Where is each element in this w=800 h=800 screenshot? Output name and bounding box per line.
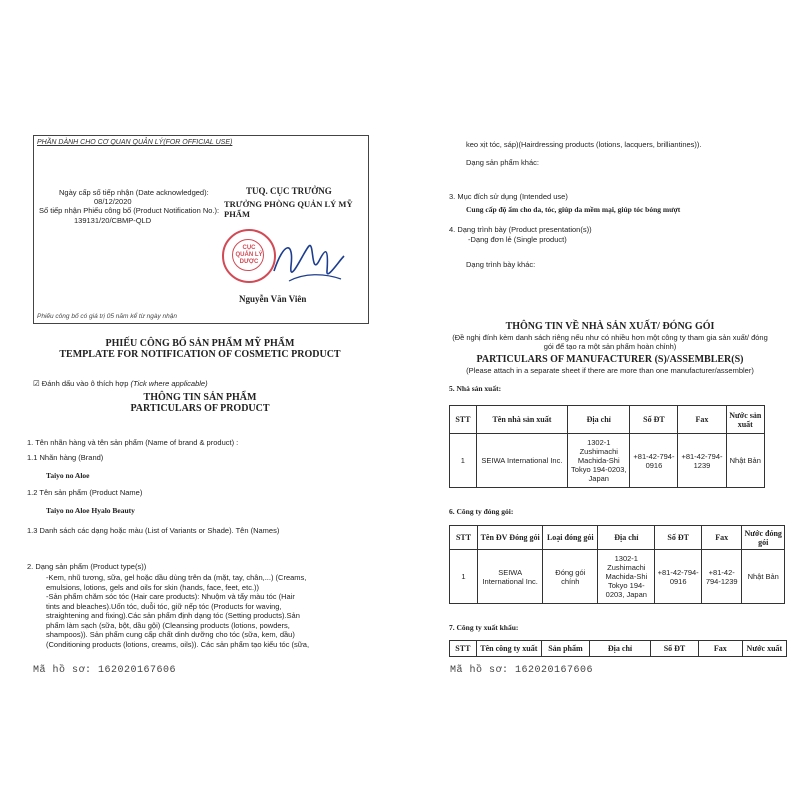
- table-cell: 1: [450, 434, 477, 488]
- presentation: -Dạng đơn lẻ (Single product): [468, 235, 567, 244]
- table-cell: +81-42-794-1239: [678, 434, 726, 488]
- table-cell: SEIWA International Inc.: [476, 434, 567, 488]
- section-vn: THÔNG TIN SẢN PHẨM: [143, 392, 257, 403]
- type-line: shampoos)). Sản phẩm cung cấp chất dinh dưỡng cho tóc (sữa, kem, dầu): [46, 630, 295, 639]
- manufacturer-table: [449, 405, 765, 488]
- item-1: 1. Tên nhãn hàng và tên sản phẩm (Name of brand & product) :: [27, 438, 239, 447]
- packer-table: [449, 525, 785, 604]
- table-cell: +81-42-794-1239: [701, 550, 741, 604]
- type-line: emulsions, lotions, gels and oils for skin (hands, face, feet, etc.)): [46, 582, 260, 592]
- number-label: Số tiếp nhận Phiếu công bố (Product Notification No.):: [39, 206, 220, 215]
- table-header: Số ĐT: [655, 526, 702, 550]
- sign-line2: TRƯỞNG PHÒNG QUẢN LÝ MỸ PHẨM: [224, 199, 353, 219]
- table-cell: 1302-1 Zushimachi Machida-Shi Tokyo 194-0203, Japan: [598, 550, 655, 604]
- table-cell: SEIWA International Inc.: [478, 550, 543, 604]
- exporter-table: [449, 640, 787, 657]
- table-header: Sản phẩm: [541, 641, 589, 657]
- other-type: Dạng sản phẩm khác:: [466, 158, 539, 167]
- stamp-text-bot: DƯỢC: [239, 259, 259, 265]
- table-cell: +81-42-794-0916: [655, 550, 702, 604]
- table-header: STT: [450, 406, 477, 434]
- table-header: Fax: [678, 406, 726, 434]
- mfr-note-en: (Please attach in a separate sheet if there are more than one manufacturer/assembler): [466, 366, 754, 375]
- item-1-3: 1.3 Danh sách các dạng hoặc màu (List of Variants or Shade). Tên (Names): [27, 526, 280, 535]
- table-header: Nước đóng gói: [742, 526, 785, 550]
- table-row: [450, 434, 765, 488]
- table-header: Số ĐT: [651, 641, 699, 657]
- table-header: Địa chỉ: [598, 526, 655, 550]
- continuation-line: keo xịt tóc, sáp)(Hairdressing products (lotions, lacquers, brilliantines)).: [466, 140, 702, 149]
- red-stamp-icon: [222, 229, 276, 283]
- type-line: straightening and fixing).Các sản phẩm định dạng tóc (Setting products).Sản: [46, 611, 300, 620]
- mfr-note-vn1: (Đề nghị đính kèm danh sách riêng nếu như có nhiều hơn một công ty tham gia sản xuất/ đóng: [452, 333, 768, 342]
- official-footer: Phiếu công bố có giá trị 05 năm kể từ ngày nhận: [37, 313, 177, 320]
- type-line: phẩm làm sạch (sữa, bột, dầu gội) (Cleansing products (lotions, powders,: [46, 620, 290, 630]
- table-cell: 1302-1 Zushimachi Machida-Shi Tokyo 194-0203, Japan: [568, 434, 630, 488]
- table-cell: +81-42-794-0916: [630, 434, 678, 488]
- title-vn: PHIẾU CÔNG BỐ SẢN PHẨM MỸ PHẨM: [105, 338, 295, 349]
- intended-use: Cung cấp độ ẩm cho da, tóc, giúp da mềm mại, giúp tóc bóng mượt: [466, 205, 681, 214]
- mfr-title-en: PARTICULARS OF MANUFACTURER (S)/ASSEMBLER(S): [476, 354, 744, 365]
- type-line: -Kem, nhũ tương, sữa, gel hoặc dầu dùng trên da (mặt, tay, chân,...) (Creams,: [46, 573, 307, 582]
- item-1-1: 1.1 Nhãn hàng (Brand): [27, 453, 104, 462]
- tick-note: ☑ Đánh dấu vào ô thích hợp (Tick where applicable): [33, 379, 208, 388]
- official-header: PHẦN DÀNH CHO CƠ QUAN QUẢN LÝ(FOR OFFICIAL USE): [37, 139, 233, 146]
- stamp-text-top: CỤC: [242, 245, 256, 251]
- table-row: [450, 550, 785, 604]
- item-2: 2. Dạng sản phẩm (Product type(s)): [27, 562, 147, 571]
- item-4: 4. Dạng trình bày (Product presentation(s)): [449, 225, 592, 234]
- type-line: (Conditioning products (lotions, creams, oils)). Các sản phẩm tạo kiểu tóc (sữa,: [46, 639, 310, 649]
- file-code-left: Mã hồ sơ: 162020167606: [33, 665, 177, 676]
- table-header: Fax: [698, 641, 742, 657]
- table-header: Nước sản xuất: [726, 406, 764, 434]
- table-header: STT: [450, 641, 477, 657]
- item-5: 5. Nhà sản xuất:: [449, 384, 502, 393]
- signature-icon: [269, 231, 349, 296]
- item-7: 7. Công ty xuất khẩu:: [449, 623, 519, 632]
- item-6: 6. Công ty đóng gói:: [449, 507, 514, 516]
- table-header: Số ĐT: [630, 406, 678, 434]
- other-presentation: Dạng trình bày khác:: [466, 260, 536, 269]
- table-header: Tên công ty xuất: [476, 641, 541, 657]
- file-code-right: Mã hồ sơ: 162020167606: [450, 665, 594, 676]
- table-header: Tên nhà sản xuất: [476, 406, 567, 434]
- table-header: Địa chỉ: [589, 641, 650, 657]
- type-line: -Sản phẩm chăm sóc tóc (Hair care products): Nhuộm và tẩy màu tóc (Hair: [46, 592, 295, 601]
- table-header: Nước xuất: [742, 641, 786, 657]
- type-lines: [46, 573, 309, 649]
- table-cell: 1: [450, 550, 478, 604]
- table-cell: Nhật Bản: [726, 434, 764, 488]
- sign-line1: TUQ. CỤC TRƯỞNG: [246, 186, 332, 196]
- table-cell: Nhật Bản: [742, 550, 785, 604]
- brand-value: Taiyo no Aloe: [46, 471, 90, 480]
- table-cell: Đóng gói chính: [543, 550, 598, 604]
- product-value: Taiyo no Aloe Hyalo Beauty: [46, 506, 135, 515]
- table-header: STT: [450, 526, 478, 550]
- date-value: 08/12/2020: [94, 197, 132, 206]
- mfr-note-vn2: gói để tạo ra một sản phẩm hoàn chỉnh): [543, 342, 677, 351]
- section-en: PARTICULARS OF PRODUCT: [130, 403, 270, 414]
- mfr-title-vn: THÔNG TIN VỀ NHÀ SẢN XUẤT/ ĐÓNG GÓI: [505, 321, 715, 332]
- table-header: Fax: [701, 526, 741, 550]
- signer-name: Nguyễn Văn Viên: [239, 294, 307, 304]
- official-use-box: [33, 135, 369, 324]
- table-header: Loại đóng gói: [543, 526, 598, 550]
- type-line: tints and bleaches).Uốn tóc, duỗi tóc, giữ nếp tóc (Products for waving,: [46, 601, 282, 611]
- number-value: 139131/20/CBMP-QLD: [74, 216, 152, 225]
- item-1-2: 1.2 Tên sản phẩm (Product Name): [27, 488, 143, 497]
- item-3: 3. Mục đích sử dụng (Intended use): [449, 192, 568, 201]
- stamp-text-mid: QUẢN LÝ: [235, 252, 263, 258]
- title-en: TEMPLATE FOR NOTIFICATION OF COSMETIC PRODUCT: [59, 349, 341, 360]
- date-label: Ngày cấp số tiếp nhận (Date acknowledged):: [59, 188, 209, 197]
- table-header: Địa chỉ: [568, 406, 630, 434]
- table-header: Tên ĐV Đóng gói: [478, 526, 543, 550]
